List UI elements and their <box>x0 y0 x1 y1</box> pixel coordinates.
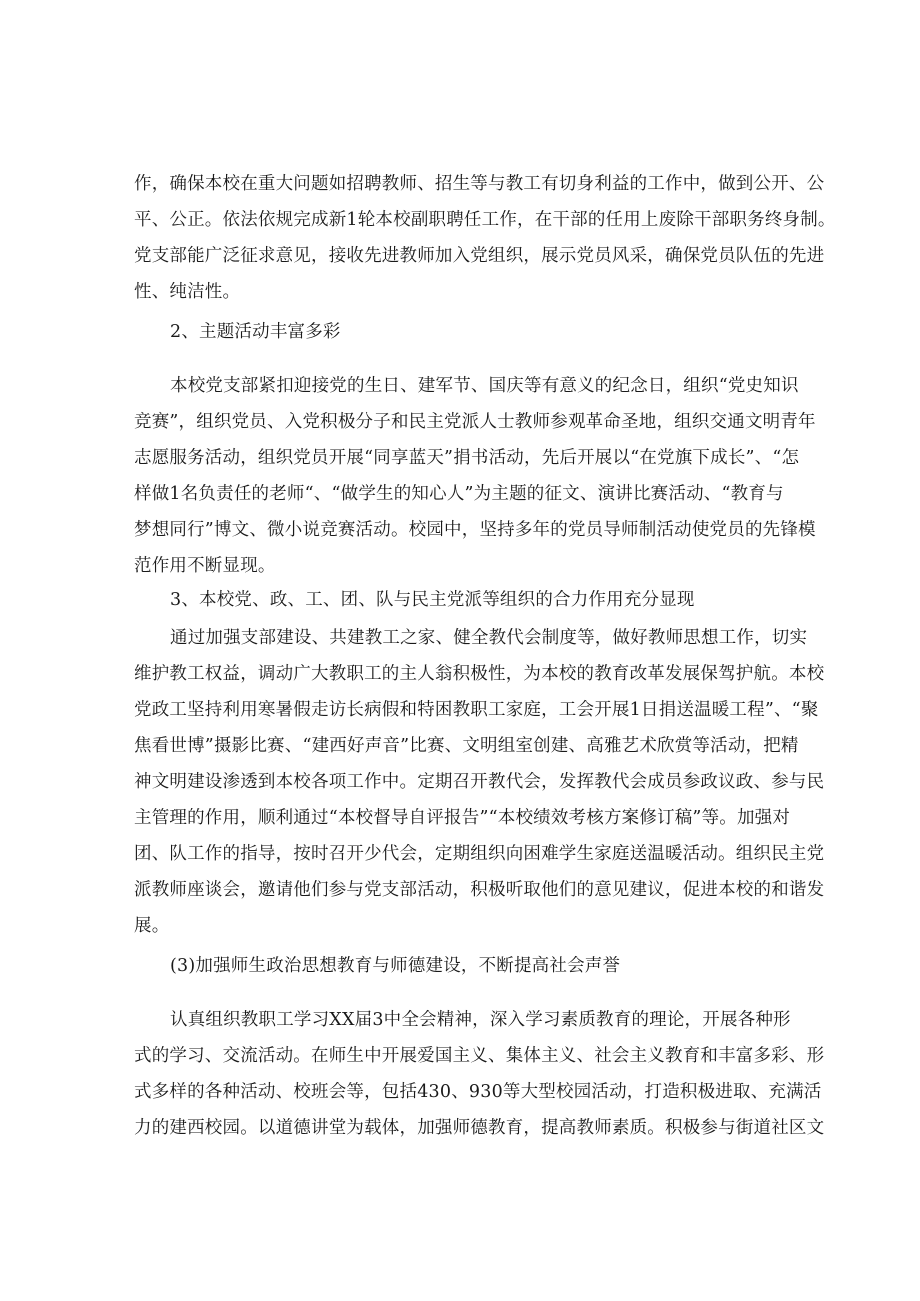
paragraph-line: 性、纯洁性。 <box>134 282 241 302</box>
paragraph-line: 平、公正。依法依规完成新1轮本校副职聘任工作，在干部的任用上废除干部职务终身制。 <box>134 210 836 230</box>
paragraph-line: 竞赛”，组织党员、入党积极分子和民主党派人士教师参观革命圣地，组织交通文明青年 <box>134 412 816 432</box>
paragraph-line: 党政工坚持利用寒暑假走访长病假和特困教职工家庭，工会开展1日捐送温暖工程”、“聚 <box>134 700 819 720</box>
paragraph-line: 主管理的作用，顺利通过“本校督导自评报告”“本校绩效考核方案修订稿”等。加强对 <box>134 808 791 828</box>
section-heading: 2、主题活动丰富多彩 <box>170 322 341 342</box>
paragraph-line: 样做1名负责任的老师“、“做学生的知心人”为主题的征文、演讲比赛活动、“教育与 <box>134 484 784 504</box>
paragraph-line: 式的学习、交流活动。在师生中开展爱国主义、集体主义、社会主义教育和丰富多彩、形 <box>134 1046 825 1066</box>
paragraph-line: 派教师座谈会，邀请他们参与党支部活动，积极听取他们的意见建议，促进本校的和谐发 <box>134 880 825 900</box>
paragraph-line: 式多样的各种活动、校班会等，包括430、930等大型校园活动，打造积极进取、充满活 <box>134 1082 822 1102</box>
paragraph-line: 党支部能广泛征求意见，接收先进教师加入党组织，展示党员风采，确保党员队伍的先进 <box>134 246 825 266</box>
paragraph-line: 作，确保本校在重大问题如招聘教师、招生等与教工有切身利益的工作中，做到公开、公 <box>134 174 825 194</box>
section-heading: (3)加强师生政治思想教育与师德建设，不断提高社会声誉 <box>170 956 621 976</box>
paragraph-line: 范作用不断显现。 <box>134 556 276 576</box>
paragraph-line: 神文明建设渗透到本校各项工作中。定期召开教代会，发挥教代会成员参政议政、参与民 <box>134 772 825 792</box>
paragraph-line: 维护教工权益，调动广大教职工的主人翁积极性，为本校的教育改革发展保驾护航。本校 <box>134 664 825 684</box>
paragraph-line: 展。 <box>134 916 170 936</box>
paragraph-line: 通过加强支部建设、共建教工之家、健全教代会制度等，做好教师思想工作，切实 <box>170 628 808 648</box>
section-heading: 3、本校党、政、工、团、队与民主党派等组织的合力作用充分显现 <box>170 590 695 610</box>
paragraph-line: 梦想同行”博文、微小说竞赛活动。校园中，坚持多年的党员导师制活动使党员的先锋模 <box>134 520 816 540</box>
paragraph-line: 认真组织教职工学习XX届3中全会精神，深入学习素质教育的理论，开展各种形 <box>170 1010 791 1030</box>
paragraph-line: 力的建西校园。以道德讲堂为载体，加强师德教育，提高教师素质。积极参与街道社区文 <box>134 1118 825 1138</box>
paragraph-line: 本校党支部紧扣迎接党的生日、建军节、国庆等有意义的纪念日，组织“党史知识 <box>170 376 799 396</box>
paragraph-line: 团、队工作的指导，按时召开少代会，定期组织向困难学生家庭送温暖活动。组织民主党 <box>134 844 825 864</box>
paragraph-line: 焦看世博”摄影比赛、“建西好声音”比赛、文明组室创建、高雅艺术欣赏等活动，把精 <box>134 736 799 756</box>
paragraph-line: 志愿服务活动，组织党员开展“同享蓝天”捐书活动，先后开展以“在党旗下成长”、“怎 <box>134 448 800 468</box>
